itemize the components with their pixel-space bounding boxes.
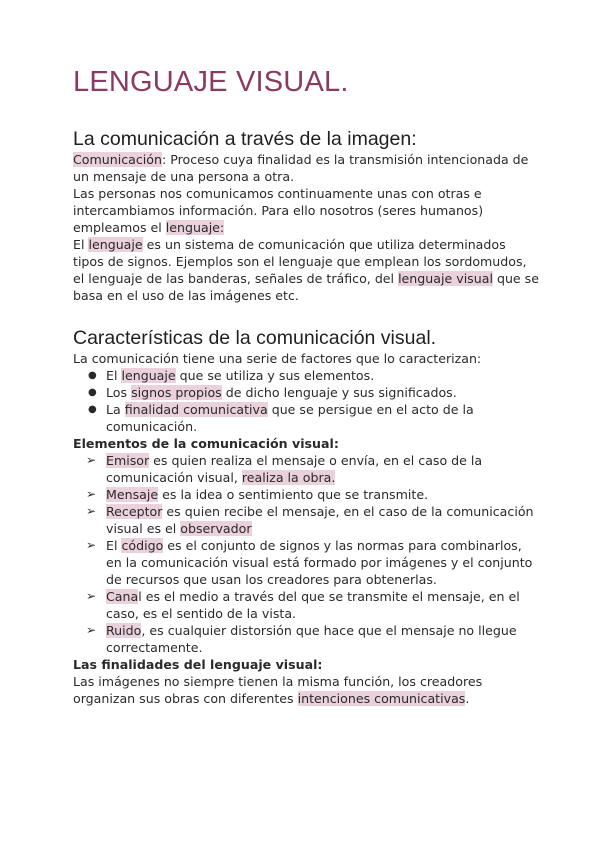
list-item: ● El lenguaje que se utiliza y sus elementos.	[106, 367, 540, 384]
section-heading-comunicacion: La comunicación a través de la imagen:	[73, 128, 417, 150]
highlight-comunicacion: Comunicación	[73, 152, 162, 167]
list-item: ➢ Canal es el medio a través del que se transmite el mensaje, en el caso, es el sentido de la vista.	[106, 588, 540, 622]
list-item: ➢ Mensaje es la idea o sentimiento que se transmite.	[106, 486, 540, 503]
list-item: ➢ Emisor es quien realiza el mensaje o envía, en el caso de la comunicación visual, realiza la obra.	[106, 452, 540, 486]
list-item: ➢ Ruido, es cualquier distorsión que hace que el mensaje no llegue correctamente.	[106, 622, 540, 656]
factor-list	[73, 367, 540, 435]
list-item: ➢ Receptor es quien recibe el mensaje, en el caso de la comunicación visual es el observador	[106, 503, 540, 537]
highlight-lenguaje: lenguaje:	[165, 220, 225, 235]
subheading-elementos: Elementos de la comunicación visual:	[73, 436, 339, 451]
subheading-finalidades: Las finalidades del lenguaje visual:	[73, 657, 323, 672]
paragraph-personas: Las personas nos comunicamos continuamente unas con otras e intercambiamos información. Para ello nosotros (seres humanos) empleamos el lenguaje:	[73, 186, 484, 235]
section-heading-caracteristicas: Características de la comunicación visual.	[73, 327, 437, 349]
paragraph-lenguaje: El lenguaje es un sistema de comunicación que utiliza determinados tipos de signos. Ejemplos son el lenguaje que emplean los sordomudos, el lenguaje de las banderas, señales de tráfico, del lenguaje visual que se basa en el uso de las imágenes etc.	[73, 237, 539, 303]
page-title: LENGUAJE VISUAL.	[73, 66, 349, 98]
intro-paragraph: La comunicación tiene una serie de factores que lo caracterizan:	[73, 351, 482, 366]
highlight-lenguaje-2: lenguaje	[88, 237, 143, 252]
elements-list	[73, 452, 540, 656]
list-item: ● Los signos propios de dicho lenguaje y sus significados.	[106, 384, 540, 401]
paragraph-comunicacion: Comunicación: Proceso cuya finalidad es la transmisión intencionada de un mensaje de una persona a otra.	[73, 152, 529, 184]
highlight-intenciones: intenciones comunicativas	[297, 691, 466, 706]
highlight-lenguaje-visual: lenguaje visual	[398, 271, 493, 286]
paragraph-finalidades: Las imágenes no siempre tienen la misma función, los creadores organizan sus obras con diferentes intenciones comunicativas.	[73, 674, 483, 706]
list-item: ➢ El código es el conjunto de signos y las normas para combinarlos, en la comunicación visual está formado por imágenes y el conjunto de recursos que usan los creadores para obtenerlas.	[106, 537, 540, 588]
list-item: ● La finalidad comunicativa que se persigue en el acto de la comunicación.	[106, 401, 540, 435]
